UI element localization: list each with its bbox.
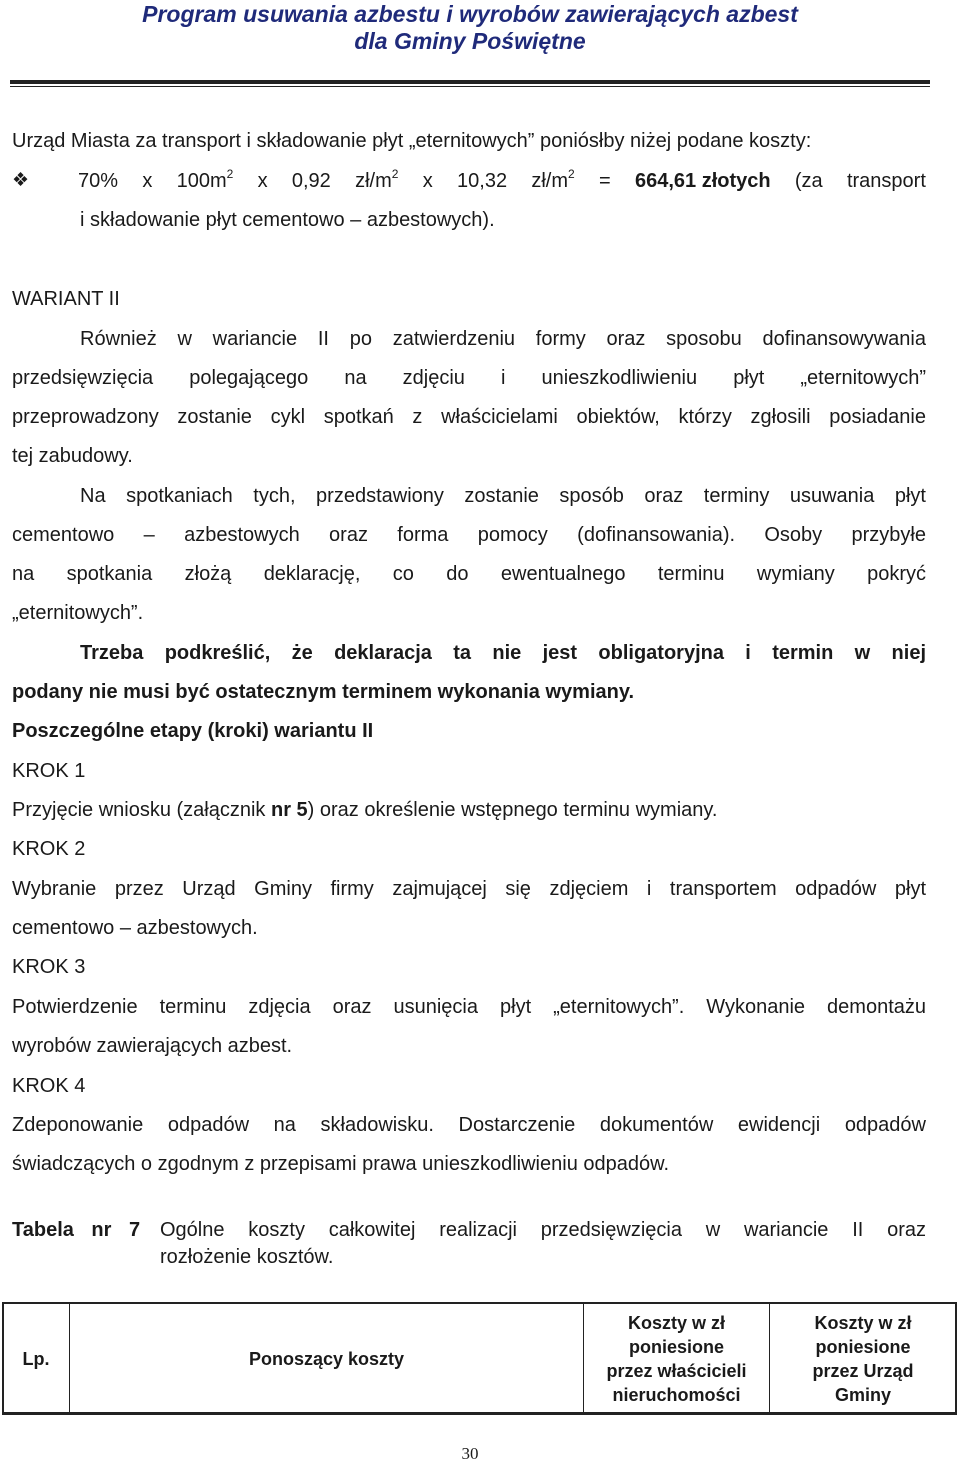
header-owner-costs: Koszty w zł poniesione przez właścicieli nieruchomości bbox=[584, 1303, 770, 1415]
step-1-text: Przyjęcie wniosku (załącznik nr 5) oraz określenie wstępnego terminu wymiany. bbox=[12, 799, 718, 821]
document-header-line1: Program usuwania azbestu i wyrobów zawierających azbest bbox=[142, 1, 798, 27]
header-lp: Lp. bbox=[3, 1303, 70, 1415]
paragraph-line: przeprowadzony zostanie cykl spotkań z właścicielami obiektów, którzy zgłosili posiadanie bbox=[12, 406, 926, 428]
paragraph-line: przedsięwzięcia polegającego na zdjęciu i unieszkodliwieniu płyt „eternitowych” bbox=[12, 367, 926, 389]
header-cost-bearer: Ponoszący koszty bbox=[70, 1303, 584, 1415]
step-4-title: KROK 4 bbox=[12, 1075, 86, 1097]
step-3-text: Potwierdzenie terminu zdjęcia oraz usunięcia płyt „eternitowych”. Wykonanie demontażu bbox=[12, 996, 926, 1018]
paragraph-line: cementowo – azbestowych oraz forma pomocy (dofinansowania). Osoby przybyłe bbox=[12, 524, 926, 546]
calc-result: 664,61 złotych bbox=[634, 170, 771, 192]
header-office-costs: Koszty w zł poniesione przez Urząd Gminy bbox=[770, 1303, 957, 1415]
paragraph-line: na spotkania złożą deklarację, co do ewentualnego terminu wymiany pokryć bbox=[12, 563, 926, 585]
table-caption-label: Tabela nr 7 bbox=[12, 1219, 141, 1241]
emphasis-line: Trzeba podkreślić, że deklaracja ta nie jest obligatoryjna i termin w niej bbox=[80, 642, 926, 664]
variant-title: WARIANT II bbox=[12, 288, 120, 310]
calc-continuation: i składowanie płyt cementowo – azbestowych). bbox=[80, 209, 495, 231]
step-4-text: Zdeponowanie odpadów na składowisku. Dostarczenie dokumentów ewidencji odpadów bbox=[12, 1114, 926, 1136]
cost-calculation: 70% x $100m^2$ x 0,92 $zł/m^2$ x 10,32 $zł/m^2$ = 664,61 złotych (za transport bbox=[78, 167, 926, 192]
cost-table bbox=[2, 1302, 957, 1415]
table-caption: Ogólne koszty całkowitej realizacji przedsięwzięcia w wariancie II oraz bbox=[160, 1219, 926, 1241]
table-header-row bbox=[3, 1303, 957, 1415]
header-rule-thin bbox=[10, 86, 930, 87]
paragraph-line: Na spotkaniach tych, przedstawiony zostanie sposób oraz terminy usuwania płyt bbox=[80, 485, 926, 507]
paragraph-line: Również w wariancie II po zatwierdzeniu formy oraz sposobu dofinansowywania bbox=[80, 328, 926, 350]
step-2-text: Wybranie przez Urząd Gminy firmy zajmującej się zdjęciem i transportem odpadów płyt bbox=[12, 878, 926, 900]
intro-line: Urząd Miasta za transport i składowanie płyt „eternitowych” poniósłby niżej podane koszty: bbox=[12, 130, 812, 152]
stages-title: Poszczególne etapy (kroki) wariantu II bbox=[12, 720, 374, 742]
emphasis-line: podany nie musi być ostatecznym terminem wykonania wymiany. bbox=[12, 681, 635, 703]
header-rule-thick bbox=[10, 80, 930, 84]
step-3-text: wyrobów zawierających azbest. bbox=[12, 1035, 293, 1057]
step-1-title: KROK 1 bbox=[12, 760, 86, 782]
step-2-text: cementowo – azbestowych. bbox=[12, 917, 258, 939]
document-header-line2: dla Gminy Poświętne bbox=[354, 28, 586, 54]
table-caption: rozłożenie kosztów. bbox=[160, 1246, 334, 1268]
step-3-title: KROK 3 bbox=[12, 956, 86, 978]
page-number: 30 bbox=[461, 1444, 479, 1463]
step-2-title: KROK 2 bbox=[12, 838, 86, 860]
step-4-text: świadczących o zgodnym z przepisami prawa unieszkodliwieniu odpadów. bbox=[12, 1153, 670, 1175]
diamond-bullet-icon: ❖ bbox=[12, 170, 30, 191]
paragraph-line: „eternitowych”. bbox=[12, 602, 144, 624]
paragraph-line: tej zabudowy. bbox=[12, 445, 133, 467]
